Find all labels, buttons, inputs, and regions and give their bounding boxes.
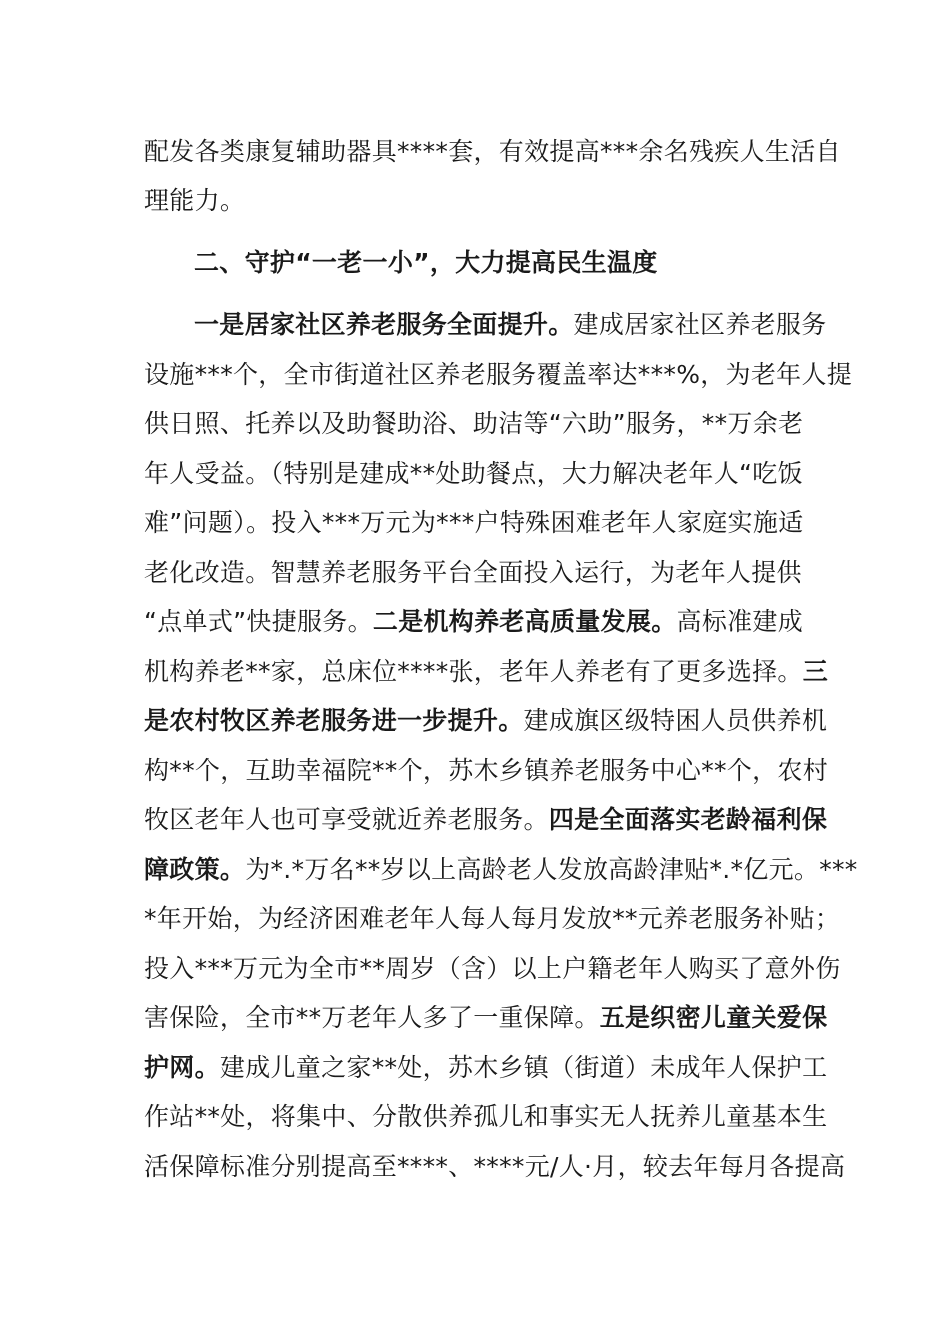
text-line [144,1002,827,1034]
body-text: 年人受益。（特别是建成**处助餐点，大力解决老年人“吃饭 [144,459,803,488]
body-text: 构**个，互助幸福院**个，苏木乡镇养老服务中心**个，农村 [144,756,829,785]
body-text: 机构养老**家，总床位****张，老年人养老有了更多选择。 [144,657,803,686]
text-line [144,507,803,539]
body-text: 设施***个，全市街道社区养老服务覆盖率达***%，为老年人提 [144,360,853,389]
bold-lead: 是农村牧区养老服务进一步提升。 [144,706,524,735]
body-text: *年开始，为经济困难老年人每人每月发放**元养老服务补贴； [144,904,841,933]
bold-lead: 护网。 [144,1053,220,1082]
bold-lead: 四是全面落实老龄福利保 [548,805,828,834]
body-text: 供日照、托养以及助餐助浴、助洁等“六助”服务，**万余老 [144,409,804,438]
body-text: 作站**处，将集中、分散供养孤儿和事实无人抚养儿童基本生 [144,1102,828,1131]
text-line [144,804,827,836]
text-line [144,557,802,589]
text-line [144,359,852,391]
bold-lead: 障政策。 [144,855,246,884]
text-line [144,656,828,688]
text-line [144,1151,845,1183]
text-line [144,136,841,168]
text-line [144,953,841,985]
text-line [144,1052,827,1084]
body-text: 建成居家社区养老服务 [573,310,827,339]
text-line [144,705,827,737]
text-line [144,854,858,886]
section-heading [194,247,658,279]
text-line [144,185,245,217]
body-text: 投入***万元为全市**周岁（含）以上户籍老年人购买了意外伤 [144,954,841,983]
text-line [144,755,828,787]
body-text: “点单式”快捷服务。 [144,607,373,636]
body-text: 害保险，全市**万老年人多了一重保障。 [144,1003,600,1032]
body-text: 高标准建成 [676,607,804,636]
heading-text: 二、守护“一老一小”，大力提高民生温度 [194,248,658,277]
bold-lead: 二是机构养老高质量发展。 [372,607,677,636]
bold-lead: 一是居家社区养老服务全面提升。 [194,310,574,339]
text-line [194,309,827,341]
text-line [144,606,803,638]
body-text: 牧区老年人也可享受就近养老服务。 [144,805,549,834]
body-text: 为*.*万名**岁以上高龄老人发放高龄津贴*.*亿元。*** [245,855,858,884]
bold-lead: 三 [802,657,829,686]
text-line [144,408,803,440]
text-line [144,458,803,490]
text-line [144,903,840,935]
body-text: 活保障标准分别提高至****、****元/人·月，较去年每月各提高 [144,1152,846,1181]
bold-lead: 五是织密儿童关爱保 [599,1003,828,1032]
body-text: 难”问题）。投入***万元为***户特殊困难老年人家庭实施适 [144,508,804,537]
body-text: 建成儿童之家**处，苏木乡镇（街道）未成年人保护工 [219,1053,828,1082]
text-line [144,1101,827,1133]
body-text: 建成旗区级特困人员供养机 [523,706,828,735]
body-text: 理能力。 [144,186,246,215]
body-text: 老化改造。智慧养老服务平台全面投入运行，为老年人提供 [144,558,802,587]
body-text: 配发各类康复辅助器具****套，有效提高***余名残疾人生活自 [144,137,841,166]
